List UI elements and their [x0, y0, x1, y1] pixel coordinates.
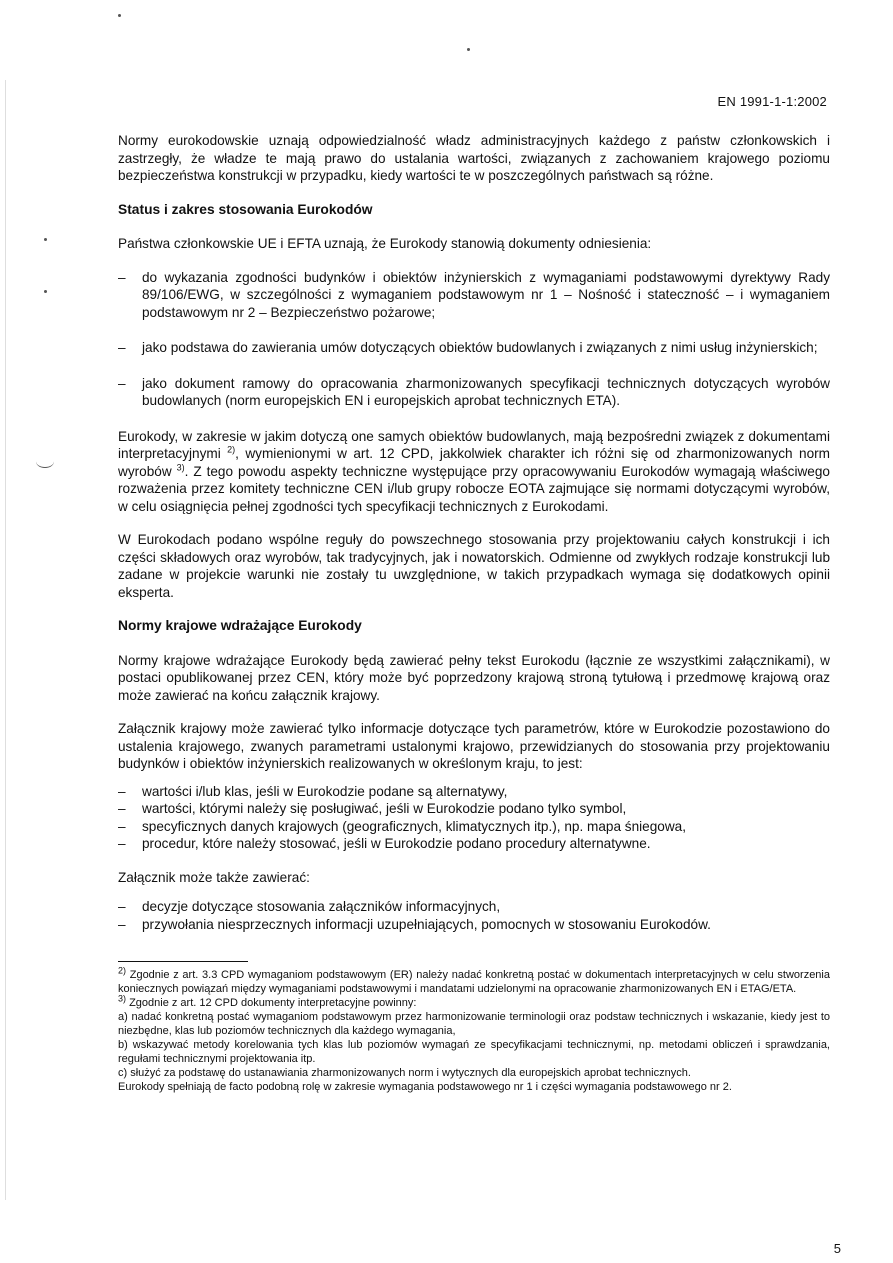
list-item: – wartości, którymi należy się posługiwać, jeśli w Eurokodzie podano tylko symbol,	[118, 800, 830, 818]
scan-speck	[467, 48, 470, 51]
national-para-1: Normy krajowe wdrażające Eurokody będą zawierać pełny tekst Eurokodu (łącznie ze wszystkimi załącznikami), w postaci opublikowanej przez CEN, który może być poprzedzony krajową stroną tytułową i przedmowę krajową oraz może zawierać na końcu załącznik krajowy.	[118, 652, 830, 703]
list-item: – jako dokument ramowy do opracowania zharmonizowanych specyfikacji technicznych dotyczących wyrobów budowlanych (norm europejskich EN i europejskich aprobat technicznych ETA).	[118, 375, 830, 410]
footnote-mark: 3)	[118, 993, 127, 1004]
text-fragment: , wymienionymi w art. 12 CPD, jakkolwiek charakter ich różni się od zharmonizowanych norm wyrobów	[118, 446, 830, 479]
national-para-2: Załącznik krajowy może zawierać tylko informacje dotyczące tych parametrów, które w Eurokodzie pozostawiono do ustalenia krajowego, zwanych parametrami ustalonymi krajowo, przewidzianych do stosowania przy projektowaniu budynków i obiektów inżynierskich realizowanych w określonym kraju, to jest:	[118, 721, 830, 771]
footnote-2	[118, 965, 830, 996]
scan-margin-line	[5, 80, 6, 1200]
text-fragment: Eurokody, w zakresie w jakim dotyczą one samych obiektów budowlanych, mają bezpośredni związek z dokumentami interpretacyjnymi	[118, 428, 830, 461]
list-item: – wartości i/lub klas, jeśli w Eurokodzie podane są alternatywy,	[118, 783, 830, 801]
footnote-3	[118, 993, 830, 1010]
footnote-3a: a) nadać konkretną postać wymaganiom podstawowym przez harmonizowanie terminologii oraz podstaw technicznych i wskazanie, kiedy jest to niezbędne, klas lub poziomów technicznych dla każdego wymagania,	[118, 1011, 830, 1037]
eurocodes-relation-paragraph	[118, 428, 830, 516]
footnote-ref: 3)	[176, 461, 185, 472]
footnote-separator	[118, 961, 248, 962]
scan-curve-mark	[36, 455, 54, 468]
section-heading-status: Status i zakres stosowania Eurokodów	[118, 201, 373, 217]
page-number: 5	[833, 1241, 841, 1256]
scan-speck	[118, 14, 121, 17]
list-item: – decyzje dotyczące stosowania załączników informacyjnych,	[118, 898, 830, 916]
list-item: – procedur, które należy stosować, jeśli w Eurokodzie podano procedury alternatywne.	[118, 835, 830, 853]
footnote-text: Zgodnie z art. 3.3 CPD wymaganiom podstawowym (ER) należy nadać konkretną postać w dokumentach interpretacyjnych w celu stworzenia koniecznych powiązań między wymaganiami podstawowymi i mandatami udzielonymi na opracowanie zharmonizowanych EN i ETAG/ETA.	[118, 969, 830, 995]
footnote-3-end: Eurokody spełniają de facto podobną rolę w zakresie wymagania podstawowego nr 1 i części wymagania podstawowego nr 2.	[118, 1081, 732, 1093]
text-fragment: . Z tego powodu aspekty techniczne występujące przy opracowywaniu Eurokodów wymagają właściwego rozważenia przez komitety techniczne CEN i/lub grupy robocze EOTA zajmujące się normami dotyczącymi wyrobów, w celu osiągnięcia pełnej zgodności tych specyfikacji technicznych z Eurokodami.	[118, 463, 830, 514]
national-list	[118, 783, 830, 853]
footnote-mark: 2)	[118, 965, 127, 976]
footnote-3c: c) służyć za podstawę do ustanawiania zharmonizowanych norm i wytycznych dla europejskich aprobat technicznych.	[118, 1067, 691, 1079]
common-rules-paragraph: W Eurokodach podano wspólne reguły do powszechnego stosowania przy projektowaniu całych konstrukcji i ich części składowych oraz wyrobów, tak tradycyjnych, jak i nowatorskich. Odmienne od zwykłych rodzaje konstrukcji lub zadane w projekcie warunki nie zostały tu uwzględnione, w takich przypadkach wymaga się dodatkowych opinii eksperta.	[118, 532, 830, 600]
intro-paragraph: Normy eurokodowskie uznają odpowiedzialność władz administracyjnych każdego z państw członkowskich i zastrzegły, że władze te mają prawo do ustalania wartości, związanych z zachowaniem krajowego poziomu bezpieczeństwa konstrukcji w przypadku, kiedy wartości te w poszczególnych państwach są różne.	[118, 133, 830, 183]
main-content	[118, 132, 830, 1094]
scan-speck	[44, 238, 47, 241]
list-item: – do wykazania zgodności budynków i obiektów inżynierskich z wymaganiami podstawowymi dyrektywy Rady 89/106/EWG, w szczególności z wymaganiem podstawowym nr 1 – Nośność i stateczność – i wymaganiem podstawowym nr 2 – Bezpieczeństwo pożarowe;	[118, 269, 830, 322]
footnote-text: Zgodnie z art. 12 CPD dokumenty interpretacyjne powinny:	[126, 997, 417, 1009]
list-item: – specyficznych danych krajowych (geograficznych, klimatycznych itp.), np. mapa śniegowa,	[118, 818, 830, 836]
list-item: – jako podstawa do zawierania umów dotyczących obiektów budowlanych i związanych z nimi usług inżynierskich;	[118, 339, 830, 357]
footnote-ref: 2)	[227, 444, 236, 455]
footnote-3b: b) wskazywać metody korelowania tych klas lub poziomów wymagań ze specyfikacjami technicznymi, np. metodami obliczeń i sprawdzania, regułami technicznymi projektowania itp.	[118, 1039, 830, 1065]
annex-may-contain: Załącznik może także zawierać:	[118, 869, 310, 885]
status-list	[118, 269, 830, 410]
document-reference: EN 1991-1-1:2002	[717, 94, 827, 109]
section-heading-national: Normy krajowe wdrażające Eurokody	[118, 618, 362, 633]
scan-speck	[44, 290, 47, 293]
status-intro: Państwa członkowskie UE i EFTA uznają, że Eurokody stanowią dokumenty odniesienia:	[118, 236, 652, 251]
footnotes	[118, 965, 830, 1094]
annex-list	[118, 898, 830, 933]
list-item: – przywołania niesprzecznych informacji uzupełniających, pomocnych w stosowaniu Eurokodów.	[118, 916, 830, 934]
